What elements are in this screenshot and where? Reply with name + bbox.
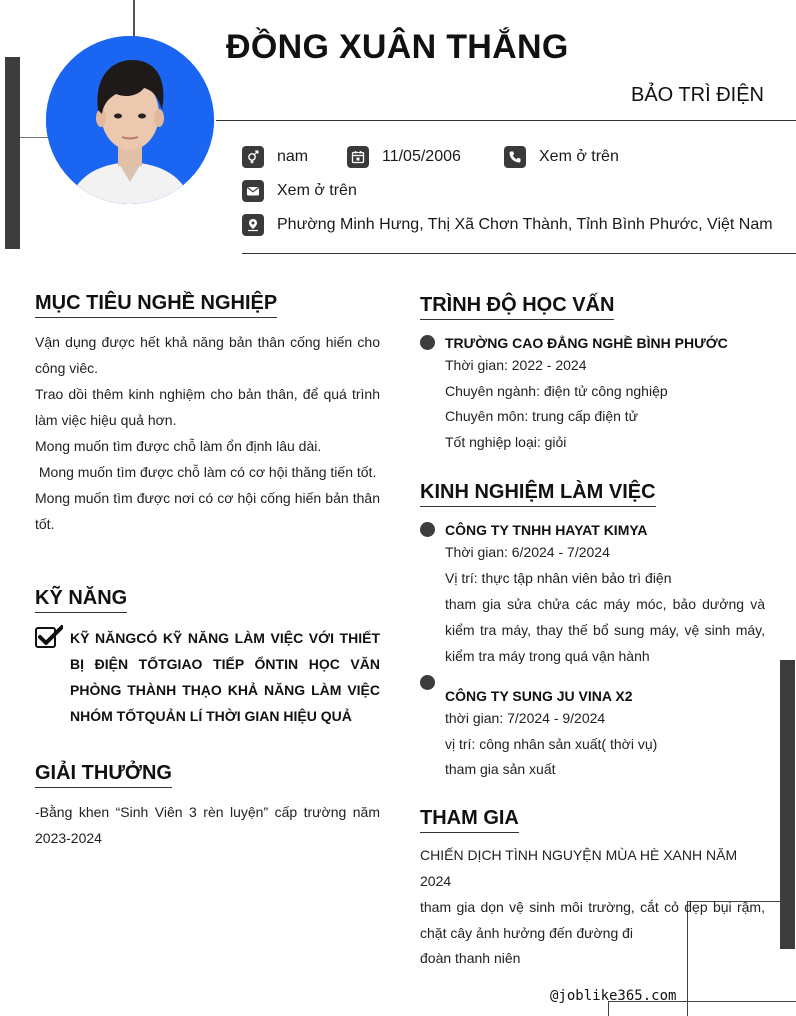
education-time: Thời gian: 2022 - 2024: [445, 357, 587, 373]
awards-text: -Bằng khen “Sinh Viên 3 rèn luyện” cấp trường năm 2023-2024: [35, 804, 380, 846]
activity-description: tham gia dọn vệ sinh môi trường, cắt cỏ dẹp bụi rậm, chặt cây ảnh hưởng đến đường đi: [420, 899, 765, 941]
activity-organization: đoàn thanh niên: [420, 950, 521, 966]
experience-title: KINH NGHIỆM LÀM VIỆC: [420, 481, 656, 507]
address-item: [242, 214, 773, 236]
awards-section: [35, 762, 380, 851]
objective-line: Mong muốn tìm được chỗ làm ổn định lâu dài.: [35, 438, 322, 454]
job-time: thời gian: 7/2024 - 9/2024: [445, 710, 606, 726]
phone-value: Xem ở trên: [539, 148, 619, 165]
job-time: Thời gian: 6/2024 - 7/2024: [445, 544, 610, 560]
gender-value: nam: [277, 148, 309, 165]
activities-section: [420, 807, 765, 972]
education-grade: Tốt nghiệp loại: giỏi: [445, 433, 567, 450]
bullet-icon: [420, 522, 435, 537]
gender-item: [242, 146, 347, 168]
top-decor-line: [133, 0, 135, 38]
objective-line: Mong muốn tìm được nơi có cơ hội cống hiến bản thân tốt.: [35, 490, 380, 532]
bullet-icon: [420, 675, 435, 690]
phone-item: [504, 146, 619, 168]
job-position: Vị trí: thực tập nhân viên bảo trì điện: [445, 569, 672, 586]
objective-line: Trao dồi thêm kinh nghiệm cho bản thân, để quá trình làm việc hiệu quả hơn.: [35, 386, 380, 428]
education-major: Chuyên ngành: điện tử công nghiệp: [445, 382, 668, 399]
skills-text: KỸ NĂNGCÓ KỸ NĂNG LÀM VIỆC VỚI THIẾT BỊ ĐIỆN TỐTGIAO TIẾP ỔNTIN HỌC VĂN PHÒNG THÀNH THẠO KHẢ NĂNG LÀM VIỆC NHÓM TỐTQUẢN LÍ THỜI GIAN HIỆU QUẢ: [70, 630, 380, 724]
company-name: CÔNG TY TNHH HAYAT KIMYA: [445, 522, 648, 538]
watermark: @joblike365.com: [550, 988, 677, 1004]
contact-divider: [242, 253, 796, 254]
birthday-value: 11/05/2006: [382, 148, 461, 165]
skills-list: [35, 625, 380, 729]
left-accent-bar: [5, 57, 20, 249]
bullet-icon: [420, 335, 435, 350]
phone-icon: [504, 146, 526, 168]
objective-line: Mong muốn tìm được chỗ làm có cơ hội thăng tiến tốt.: [35, 464, 377, 480]
experience-item: [420, 680, 765, 783]
education-item: [420, 333, 765, 455]
gender-icon: [242, 146, 264, 168]
mail-icon: [242, 180, 264, 202]
activities-content: [420, 843, 765, 972]
skills-title: KỸ NĂNG: [35, 587, 127, 613]
candidate-name: ĐỒNG XUÂN THẮNG: [226, 28, 569, 66]
objective-section: [35, 292, 380, 537]
objective-text: [35, 329, 380, 537]
experience-item: [420, 520, 765, 669]
education-title: TRÌNH ĐỘ HỌC VẤN: [420, 294, 614, 320]
right-accent-bar: [780, 660, 795, 949]
objective-line: Vận dụng được hết khả năng bản thân cống hiến cho công viêc.: [35, 334, 380, 376]
contact-row-3: [242, 213, 773, 237]
job-description: tham gia sửa chửa các máy móc, bảo dưởng và kiểm tra máy, thay thế bổ sung máy, vệ sinh máy, kiểm tra máy trong quá vận hành: [445, 596, 765, 664]
school-name: TRƯỜNG CAO ĐẲNG NGHỀ BÌNH PHƯỚC: [445, 335, 728, 351]
activity-name: CHIẾN DỊCH TÌNH NGUYỆN MÙA HÈ XANH NĂM 2024: [420, 847, 738, 889]
profile-photo: [46, 36, 214, 204]
skills-section: [35, 587, 380, 729]
activities-title: THAM GIA: [420, 807, 519, 833]
education-section: [420, 294, 765, 455]
location-pin-icon: [242, 214, 264, 236]
company-name: CÔNG TY SUNG JU VINA X2: [445, 688, 633, 704]
objective-title: MỤC TIÊU NGHỀ NGHIỆP: [35, 292, 277, 318]
contact-row-1: [242, 145, 619, 169]
job-description: tham gia sản xuất: [445, 761, 556, 777]
birthday-item: [347, 146, 504, 168]
job-position: vị trí: công nhân sản xuất( thời vụ): [445, 735, 658, 752]
job-title: BẢO TRÌ ĐIỆN: [631, 84, 764, 106]
education-subject: Chuyên môn: trung cấp điện tử: [445, 408, 639, 424]
checkbox-checked-icon: [35, 625, 70, 729]
calendar-icon: [347, 146, 369, 168]
header-divider: [216, 120, 796, 121]
contact-row-2: [242, 179, 357, 203]
left-decor-line: [20, 137, 48, 138]
address-value: Phường Minh Hưng, Thị Xã Chơn Thành, Tỉnh Bình Phước, Việt Nam: [277, 216, 773, 233]
email-item: [242, 180, 357, 202]
email-value: Xem ở trên: [277, 182, 357, 199]
experience-section: [420, 481, 765, 783]
awards-title: GIẢI THƯỞNG: [35, 762, 172, 788]
